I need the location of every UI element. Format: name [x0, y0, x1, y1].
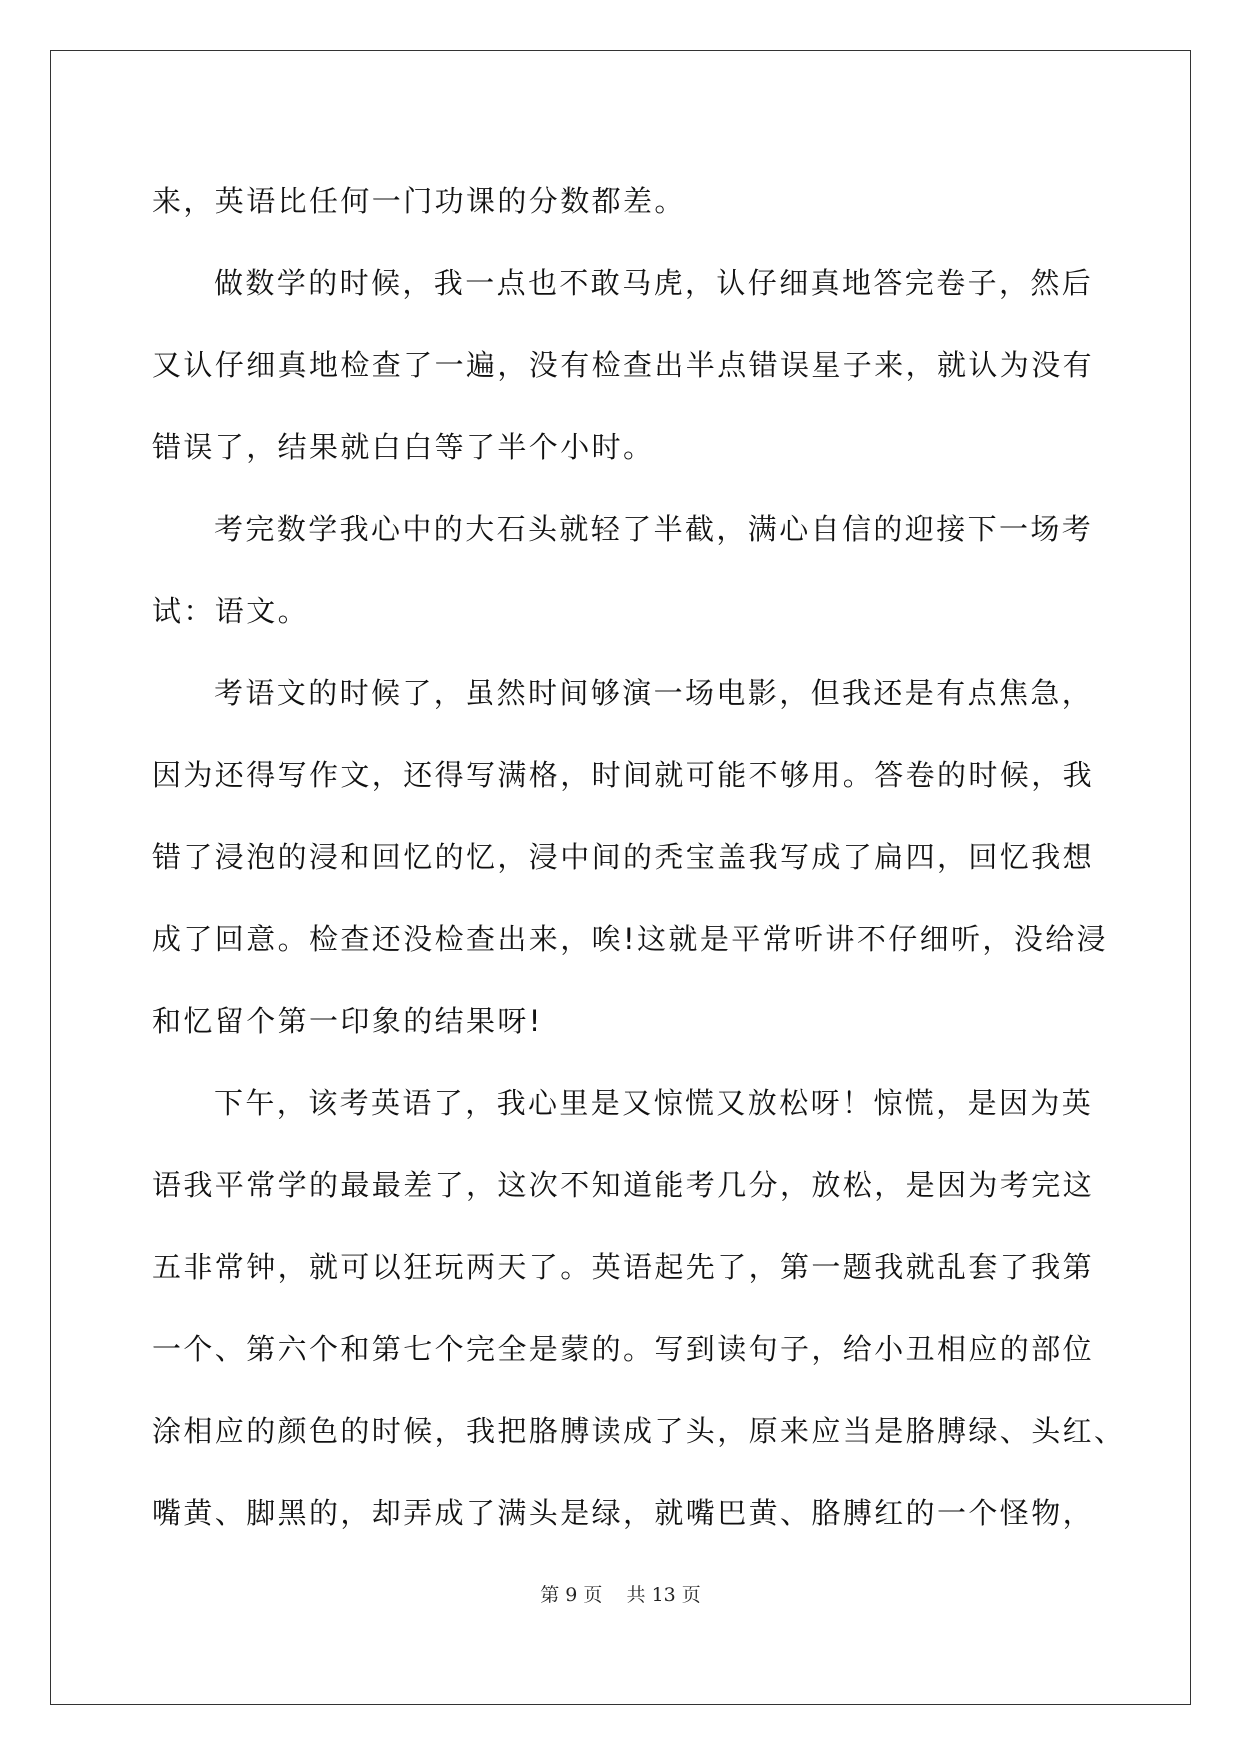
- paragraph-start-line: 做数学的时候，我一点也不敢马虎，认仔细真地答完卷子，然后: [214, 266, 1094, 300]
- text-line: 五非常钟，就可以狂玩两天了。英语起先了，第一题我就乱套了我第: [152, 1250, 1095, 1284]
- text-line: 错了浸泡的浸和回忆的忆，浸中间的秃宝盖我写成了扁四，回忆我想: [152, 840, 1095, 874]
- text-line: 一个、第六个和第七个完全是蒙的。写到读句子，给小丑相应的部位: [152, 1332, 1095, 1366]
- paragraph-start-line: 考语文的时候了，虽然时间够演一场电影，但我还是有点焦急，: [214, 676, 1094, 710]
- text-line: 因为还得写作文，还得写满格，时间就可能不够用。答卷的时候，我: [152, 758, 1095, 792]
- text-line: 成了回意。检查还没检查出来，唉!这就是平常听讲不仔细听，没给浸: [152, 922, 1109, 956]
- text-line: 涂相应的颜色的时候，我把胳膊读成了头，原来应当是胳膊绿、头红、: [152, 1414, 1126, 1448]
- text-line: 试：语文。: [152, 594, 310, 628]
- document-body: [152, 160, 1126, 1554]
- page-number: 第 9 页 共 13 页: [540, 1584, 701, 1606]
- text-line: 和忆留个第一印象的结果呀!: [152, 1004, 543, 1038]
- text-line: 又认仔细真地检查了一遍，没有检查出半点错误星子来，就认为没有: [152, 348, 1095, 382]
- text-line: 错误了，结果就白白等了半个小时。: [152, 430, 655, 464]
- paragraph-start-line: 下午，该考英语了，我心里是又惊慌又放松呀！惊慌，是因为英: [214, 1086, 1094, 1120]
- text-line: 语我平常学的最最差了，这次不知道能考几分，放松，是因为考完这: [152, 1168, 1095, 1202]
- text-line: 来，英语比任何一门功课的分数都差。: [152, 184, 686, 218]
- page-footer: [0, 1580, 1241, 1607]
- paragraph-start-line: 考完数学我心中的大石头就轻了半截，满心自信的迎接下一场考: [214, 512, 1094, 546]
- text-line: 嘴黄、脚黑的，却弄成了满头是绿，就嘴巴黄、胳膊红的一个怪物，: [152, 1496, 1095, 1530]
